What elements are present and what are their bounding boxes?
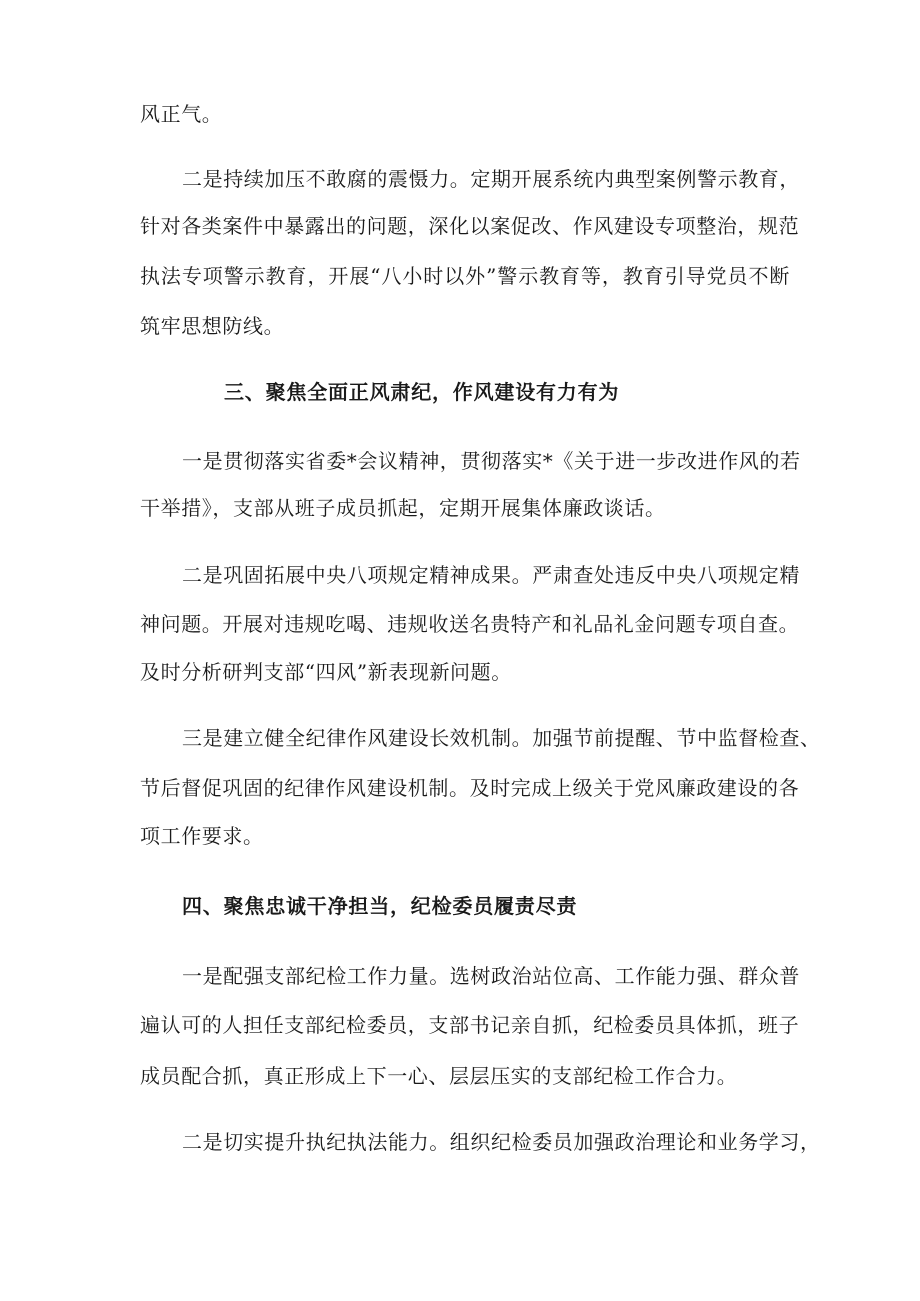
paragraph-line: 项工作要求。 bbox=[140, 824, 264, 848]
paragraph-line: 三是建立健全纪律作风建设长效机制。加强节前提醒、节中监督检查、 bbox=[182, 726, 821, 750]
paragraph-line: 遍认可的人担任支部纪检委员，支部书记亲自抓，纪检委员具体抓，班子 bbox=[140, 1013, 800, 1037]
paragraph-line: 二是持续加压不敢腐的震慑力。定期开展系统内典型案例警示教育， bbox=[182, 167, 800, 191]
paragraph-line: 一是贯彻落实省委*会议精神，贯彻落实*《关于进一步改进作风的若 bbox=[182, 449, 801, 473]
section-heading: 四、聚焦忠诚干净担当，纪检委员履责尽责 bbox=[182, 894, 578, 918]
paragraph-line: 神问题。开展对违规吃喝、违规收送名贵特产和礼品礼金问题专项自查。 bbox=[140, 612, 800, 636]
paragraph-line: 二是切实提升执纪执法能力。组织纪检委员加强政治理论和业务学习， bbox=[182, 1130, 821, 1154]
paragraph-line: 二是巩固拓展中央八项规定精神成果。严肃查处违反中央八项规定精 bbox=[182, 563, 800, 587]
section-heading: 三、聚焦全面正风肃纪，作风建设有力有为 bbox=[224, 380, 620, 404]
paragraph-line: 针对各类案件中暴露出的问题，深化以案促改、作风建设专项整治，规范 bbox=[140, 214, 800, 238]
paragraph-line: 节后督促巩固的纪律作风建设机制。及时完成上级关于党风廉政建设的各 bbox=[140, 776, 800, 800]
paragraph-line: 及时分析研判支部“四风”新表现新问题。 bbox=[140, 660, 512, 684]
paragraph-line: 一是配强支部纪检工作力量。选树政治站位高、工作能力强、群众普 bbox=[182, 964, 800, 988]
paragraph-line: 执法专项警示教育，开展“八小时以外”警示教育等，教育引导党员不断 bbox=[140, 264, 790, 288]
continuation-line: 风正气。 bbox=[140, 102, 223, 126]
paragraph-line: 筑牢思想防线。 bbox=[140, 314, 285, 338]
paragraph-line: 干举措》，支部从班子成员抓起，定期开展集体廉政谈话。 bbox=[140, 496, 666, 520]
paragraph-line: 成员配合抓，真正形成上下一心、层层压实的支部纪检工作合力。 bbox=[140, 1064, 738, 1088]
